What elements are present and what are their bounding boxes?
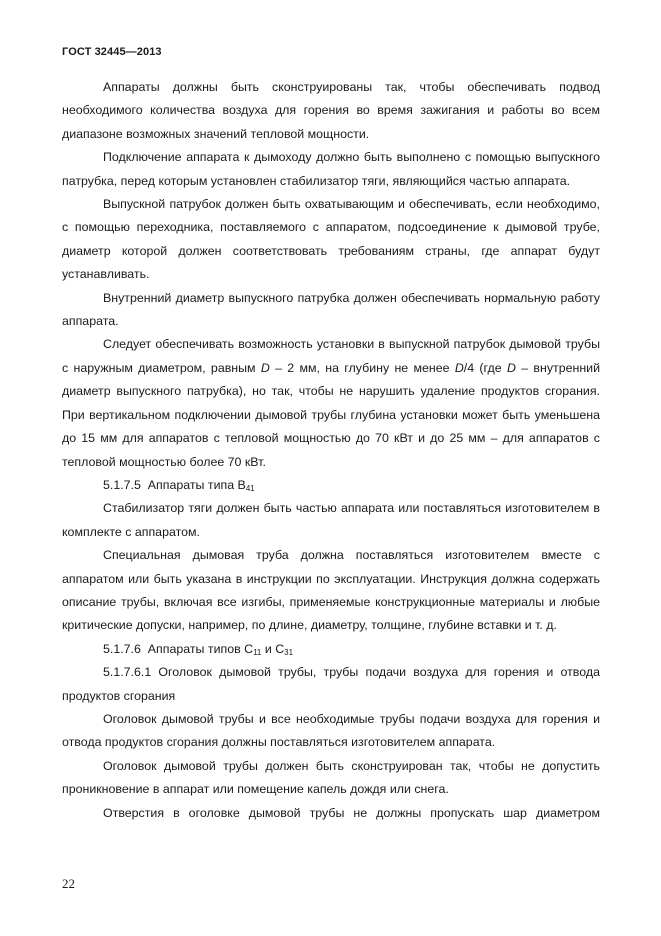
clause-heading-5-1-7-5: 5.1.7.5 Аппараты типа $B_{41}$ bbox=[103, 477, 255, 493]
document-code-header: ГОСТ 32445—2013 bbox=[62, 46, 162, 58]
paragraph-terminal-supply: Оголовок дымовой трубы и все необходимые трубы подачи воздуха для горения и отвода продуктов сгорания должны поставляться изготовителем аппарата. bbox=[62, 711, 600, 750]
clause-title: Аппараты типов C bbox=[147, 641, 254, 656]
clause-heading-5-1-7-6: 5.1.7.6 Аппараты типов $C_{11}$ и $C_{31}$ bbox=[103, 641, 294, 657]
paragraph-terminal-heading: 5.1.7.6.1 Оголовок дымовой трубы, трубы подачи воздуха для горения и отвода продуктов сгорания bbox=[62, 665, 600, 703]
clause-number: 5.1.7.6 bbox=[103, 641, 141, 656]
paragraph-flue-connection: Подключение аппарата к дымоходу должно быть выполнено с помощью выпускного патрубка, перед которым установлен стабилизатор тяги, являющийся частью аппарата. bbox=[62, 150, 600, 188]
paragraph-terminal-design: Оголовок дымовой трубы должен быть сконструирован так, чтобы не допустить проникновение в аппарат или помещение капель дождя или снега. bbox=[62, 758, 600, 797]
paragraph-inner-diameter: Внутренний диаметр выпускного патрубка должен обеспечивать нормальную работу аппарата. bbox=[62, 290, 600, 329]
paragraph-special-flue: Специальная дымовая труба должна поставляться изготовителем вместе с аппаратом или быть указана в инструкции по эксплуатации. Инструкция должна содержать описание трубы, включая все изгибы, применяемые конструкционные материалы и любые критические допуски, например, по длине, диаметру, толщине, глубине вставки и т. д. bbox=[62, 548, 600, 633]
paragraph-air-supply: Аппараты должны быть сконструированы так, чтобы обеспечивать подвод необходимого количества воздуха для горения во время зажигания и работы во всем диапазоне возможных значений тепловой мощности. bbox=[62, 80, 600, 141]
paragraph-outlet-spigot: Выпускной патрубок должен быть охватывающим и обеспечивать, если необходимо, с помощью переходника, поставляемого с аппаратом, подсоединение к дымовой трубе, диаметр которой должен соответствовать требованиям страны, где аппарат будут устанавливать. bbox=[62, 197, 600, 282]
paragraph-terminal-openings: Отверстия в оголовке дымовой трубы не должны пропускать шар диаметром bbox=[103, 805, 600, 820]
paragraph-insertion-depth: Следует обеспечивать возможность установки в выпускной патрубок дымовой трубы с наружным диаметром, равным D – 2 мм, на глубину не менее D/4 (где D – внутренний диаметр выпускного патрубка), но так, чтобы не нарушить удаление продуктов сгорания. При вертикальном подключении дымовой трубы глубина установки может быть уменьшена до 15 мм для аппаратов с тепловой мощностью до 70 кВт и до 25 мм – для аппаратов с тепловой мощностью более 70 кВт. bbox=[62, 337, 601, 469]
clause-title: Аппараты типа B bbox=[147, 477, 246, 492]
page-number: 22 bbox=[62, 876, 75, 891]
clause-number: 5.1.7.5 bbox=[103, 477, 141, 492]
document-body bbox=[62, 76, 600, 825]
paragraph-draught-diverter: Стабилизатор тяги должен быть частью аппарата или поставляться изготовителем в комплекте с аппаратом. bbox=[62, 501, 600, 539]
